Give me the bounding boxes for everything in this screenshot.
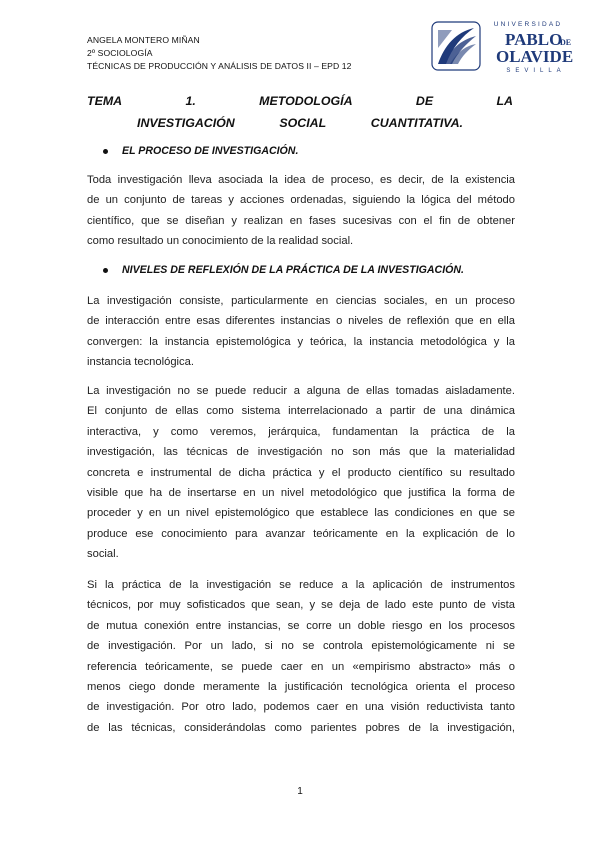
- bullet-icon: [103, 268, 108, 273]
- paragraph-line: proceder y en un nivel epistemológico que establece las condiciones en que se: [87, 507, 515, 520]
- paragraph-line: de un conjunto de tareas y acciones ordenadas, siguiendo la lógica del método: [87, 194, 515, 207]
- paragraph-line: investigación, las técnicas de investigación no son más que la materialidad: [87, 446, 515, 459]
- title-word: DE: [415, 94, 434, 108]
- header-author: ANGELA MONTERO MIÑAN: [87, 35, 200, 45]
- paragraph: [87, 575, 515, 738]
- title-word: METODOLOGÍA: [259, 94, 353, 108]
- bullet-icon: [103, 149, 108, 154]
- paragraph-line: interactiva, y como veremos, jerárquica, fundamentan la práctica de la: [87, 425, 515, 438]
- paragraph-line: La investigación no se puede reducir a alguna de ellas tomadas aisladamente.: [87, 385, 515, 397]
- paragraph: [87, 291, 515, 373]
- paragraph-line: de las técnicas, considerándolas como parientes pobres de la investigación,: [87, 721, 515, 734]
- logo-city: SEVILLA: [506, 68, 566, 74]
- paragraph-line: de mutua conexión entre instancias, se corre un doble riesgo en los procesos: [87, 619, 515, 632]
- university-logo: [430, 18, 578, 74]
- paragraph-line: social.: [87, 548, 119, 561]
- paragraph-line: menos ciego donde meramente la justificación tecnológica orienta el proceso: [87, 681, 515, 694]
- title-word: 1.: [185, 94, 196, 108]
- paragraph-line: instancia tecnológica.: [87, 356, 194, 369]
- logo-name-line1: PABLO: [505, 30, 563, 49]
- header-subject: TÉCNICAS DE PRODUCCIÓN Y ANÁLISIS DE DATOS II – EPD 12: [87, 61, 352, 71]
- paragraph-line: convergen: la instancia epistemológica y teórica, la instancia metodológica y la: [87, 335, 515, 348]
- title-word: LA: [496, 94, 513, 108]
- paragraph-line: concreta e instrumental de dicha práctica y el producto científico su resultado: [87, 466, 515, 479]
- paragraph-line: Si la práctica de la investigación se reduce a la aplicación de instrumentos: [87, 579, 515, 591]
- title-line-1: [87, 90, 513, 112]
- title-word: INVESTIGACIÓN: [137, 116, 235, 130]
- document-header: [87, 34, 352, 73]
- paragraph-line: visible que ha de insertarse en un nivel metodológico que justifica la forma de: [87, 487, 515, 500]
- title-word: TEMA: [87, 94, 123, 108]
- logo-top-text: UNIVERSIDAD: [493, 21, 563, 28]
- paragraph-line: referencia teóricamente, se puede caer en un «empirismo abstracto» más o: [87, 660, 515, 673]
- section-heading-proceso: [103, 145, 298, 157]
- title-word: SOCIAL: [279, 116, 327, 130]
- paragraph-line: La investigación consiste, particularmente en ciencias sociales, en un proceso: [87, 295, 515, 307]
- paragraph-line: Toda investigación lleva asociada la idea de proceso, es decir, de la existencia: [87, 174, 515, 186]
- logo-name-de: DE: [560, 38, 572, 47]
- paragraph-line: técnicos, por muy sofisticados que sean, y se deja de lado este punto de vista: [87, 599, 515, 612]
- header-course: 2º SOCIOLOGÍA: [87, 48, 153, 58]
- paragraph-line: científico, que se diseñan y realizan en fases sucesivas con el fin de obtener: [87, 214, 515, 227]
- section-heading-text: EL PROCESO DE INVESTIGACIÓN.: [122, 145, 299, 157]
- paragraph-line: de investigación. Por otro lado, podemos caer en una visión reductivista tanto: [87, 701, 515, 714]
- paragraph-line: como resultado un conocimiento de la realidad social.: [87, 235, 354, 248]
- paragraph-line: de investigación. Por un lado, si no se controla epistemológicamente ni se: [87, 640, 515, 653]
- paragraph-line: produce ese conocimiento para avanzar teóricamente en la explicación de lo: [87, 527, 515, 540]
- paragraph-line: de interacción entre esas diferentes instancias o niveles de reflexión que en ella: [87, 315, 515, 328]
- section-heading-niveles: [103, 264, 464, 276]
- title-line-2: [87, 112, 513, 134]
- paragraph-line: El conjunto de ellas como sistema interrelacionado a partir de una dinámica: [87, 405, 515, 418]
- logo-name-line2: OLAVIDE: [496, 47, 574, 66]
- page-number: 1: [297, 786, 303, 797]
- paragraph: [87, 170, 515, 252]
- title-word: CUANTITATIVA.: [370, 116, 463, 130]
- paragraph: [87, 381, 515, 565]
- document-title: [87, 90, 513, 134]
- section-heading-text: NIVELES DE REFLEXIÓN DE LA PRÁCTICA DE LA INVESTIGACIÓN.: [122, 264, 464, 276]
